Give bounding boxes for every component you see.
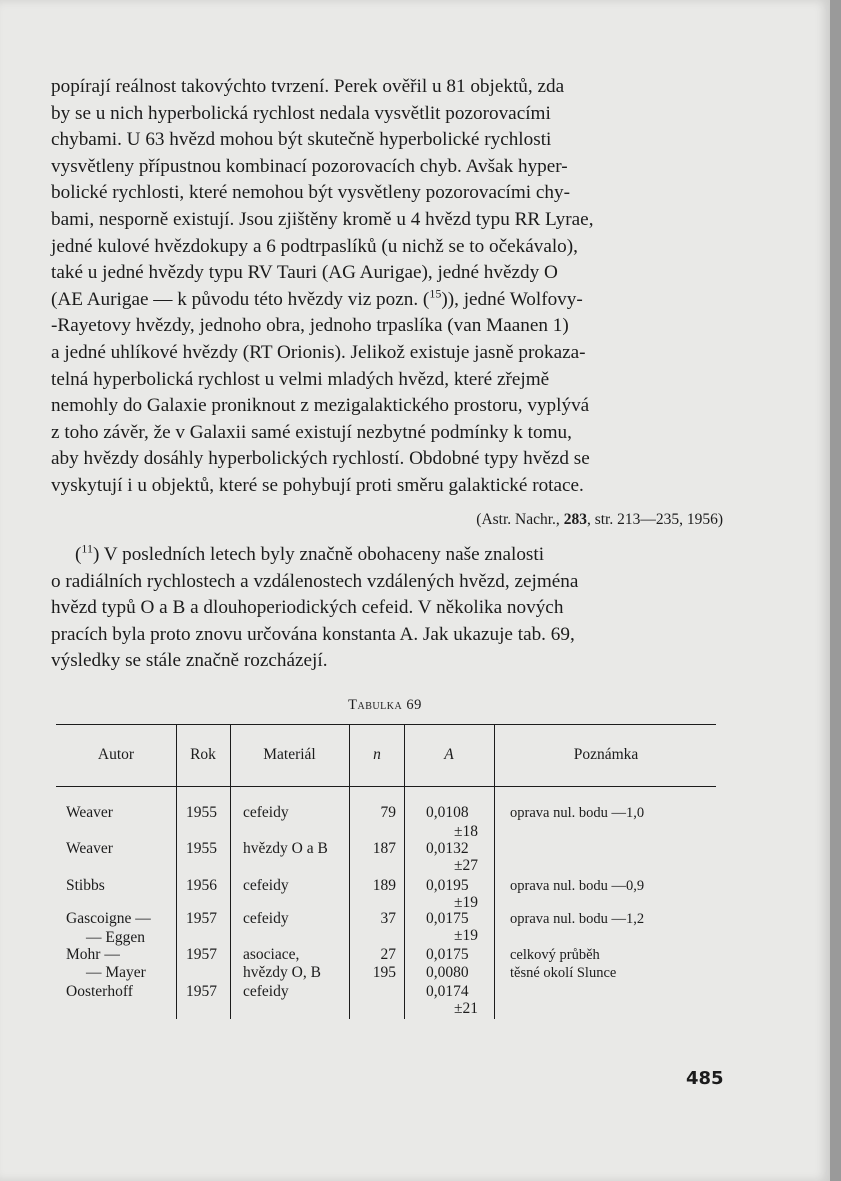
cell-a: 0,0195 <box>426 877 469 894</box>
header-n: n <box>373 746 381 763</box>
cell-autor-continued: — Mayer <box>86 964 146 981</box>
column-divider <box>404 724 405 1019</box>
cell-n: 189 <box>372 877 396 894</box>
cell-a: 0,0174 <box>426 983 469 1000</box>
text-fragment: ) V posledních letech byly značně obohaceny naše znalosti <box>92 544 545 565</box>
cell-autor: Gascoigne — <box>66 910 151 927</box>
footnote-reference: 15 <box>429 286 442 301</box>
text-line: také u jedné hvězdy typu RV Tauri (AG Aurigae), jedné hvězdy O <box>51 262 558 284</box>
text-line: ($^{11}$) V posledních letech byly značně obohaceny naše znalosti <box>75 541 545 565</box>
cell-autor: Weaver <box>66 840 113 857</box>
text-line: pracích byla proto znovu určována konstanta A. Jak ukazuje tab. 69, <box>51 623 575 645</box>
text-line: nemohly do Galaxie proniknout z mezigalaktického prostoru, vyplývá <box>51 395 590 417</box>
column-divider <box>349 724 350 1019</box>
text-line: chybami. U 63 hvězd mohou být skutečně hyperbolické rychlosti <box>51 129 552 151</box>
text-line: a jedné uhlíkové hvězdy (RT Orionis). Jelikož existuje jasně prokaza- <box>51 341 586 363</box>
column-divider <box>230 724 231 1019</box>
cell-material-continued: hvězdy O, B <box>243 964 321 981</box>
cell-note: těsné okolí Slunce <box>510 965 617 981</box>
column-divider <box>494 724 495 1019</box>
cell-autor: Weaver <box>66 804 113 821</box>
cell-rok: 1955 <box>186 804 217 821</box>
cell-a-error: ±19 <box>453 894 478 911</box>
citation-volume: 283 <box>563 511 587 528</box>
cell-a: 0,0175 <box>426 910 469 927</box>
cell-n: 187 <box>372 840 396 857</box>
cell-a-error: ±18 <box>453 823 478 840</box>
text-line: aby hvězdy dosáhly hyperbolických rychlostí. Obdobné typy hvězd se <box>51 448 590 470</box>
cell-material: asociace, <box>243 946 300 963</box>
text-line: vyskytují i u objektů, které se pohybují proti směru galaktické rotace. <box>51 474 584 496</box>
cell-a-error: ±19 <box>453 927 478 944</box>
cell-material: cefeidy <box>243 877 289 894</box>
text-line: jedné kulové hvězdokupy a 6 podtrpaslíků (u nichž se to očekávalo), <box>51 235 578 257</box>
text-fragment: )), jedné Wolfovy- <box>441 288 583 310</box>
page-number: 485 <box>686 1068 724 1089</box>
table-title-text: Tabulka 69 <box>348 697 422 713</box>
cell-rok: 1956 <box>186 877 217 894</box>
cell-material: cefeidy <box>243 804 289 821</box>
text-line: telná hyperbolická rychlost u velmi mladých hvězd, které zřejmě <box>51 368 550 390</box>
cell-material: cefeidy <box>243 910 289 927</box>
citation-pages: , str. 213—235, 1956) <box>586 511 723 528</box>
cell-n: 27 <box>380 946 396 963</box>
text-line: popírají reálnost takovýchto tvrzení. Perek ověřil u 81 objektů, zda <box>51 76 565 97</box>
text-line: bami, nesporně existují. Jsou zjištěny kromě u 4 hvězd typu RR Lyrae, <box>51 208 594 230</box>
text-line: o radiálních rychlostech a vzdálenostech vzdálených hvězd, zejména <box>51 570 579 592</box>
header-rok: Rok <box>190 746 216 763</box>
cell-note: oprava nul. bodu —1,0 <box>510 805 645 821</box>
cell-n: 195 <box>372 964 396 981</box>
cell-a: 0,0108 <box>426 804 469 821</box>
cell-a-error: ±27 <box>453 857 478 874</box>
cell-rok: 1957 <box>186 910 217 927</box>
text-line <box>51 287 723 314</box>
text-line: by se u nich hyperbolická rychlost nedala vysvětlit pozorovacími <box>51 102 551 124</box>
text-line: výsledky se stále značně rozcházejí. <box>51 650 328 672</box>
cell-material: cefeidy <box>243 983 289 1000</box>
cell-note: oprava nul. bodu —1,2 <box>510 911 645 927</box>
cell-material: hvězdy O a B <box>243 840 328 857</box>
cell-n: 79 <box>380 804 396 821</box>
cell-note: oprava nul. bodu —0,9 <box>510 878 645 894</box>
cell-a: 0,0132 <box>426 840 469 857</box>
citation <box>476 511 723 529</box>
footnote-number: 11 <box>81 541 93 556</box>
citation-source: (Astr. Nachr., <box>476 511 564 528</box>
paragraph-2 <box>51 542 723 675</box>
cell-autor-continued: — Eggen <box>86 929 145 946</box>
cell-note: celkový průběh <box>510 947 600 963</box>
cell-a: 0,0080 <box>426 964 469 981</box>
cell-n: 37 <box>380 910 396 927</box>
cell-a: 0,0175 <box>426 946 469 963</box>
header-poznamka: Poznámka <box>573 746 639 763</box>
column-divider <box>176 724 177 1019</box>
cell-rok: 1955 <box>186 840 217 857</box>
table-top-rule <box>56 724 716 725</box>
text-line: -Rayetovy hvězdy, jednoho obra, jednoho trpaslíka (van Maanen 1) <box>51 315 569 337</box>
paragraph-1 <box>51 74 723 500</box>
text-line: vysvětleny přípustnou kombinací pozorovacích chyb. Avšak hyper- <box>51 155 568 177</box>
cell-autor: Mohr — <box>66 946 120 963</box>
cell-a-error: ±21 <box>453 1000 478 1017</box>
header-autor: Autor <box>97 746 135 763</box>
cell-autor: Oosterhoff <box>66 983 133 1000</box>
cell-rok: 1957 <box>186 983 217 1000</box>
text-fragment: (AE Aurigae — k původu této hvězdy viz pozn. ( <box>51 288 430 310</box>
cell-autor: Stibbs <box>66 877 105 894</box>
table-title <box>0 697 770 714</box>
header-a: A <box>444 746 454 763</box>
table-header-rule <box>56 786 716 787</box>
text-line: z toho závěr, že v Galaxii samé existují nezbytné podmínky k tomu, <box>51 421 572 443</box>
text-line: bolické rychlosti, které nemohou být vysvětleny pozorovacími chy- <box>51 182 570 204</box>
cell-rok: 1957 <box>186 946 217 963</box>
header-material: Materiál <box>263 746 316 763</box>
text-line: hvězd typů O a B a dlouhoperiodických cefeid. V několika nových <box>51 597 564 619</box>
